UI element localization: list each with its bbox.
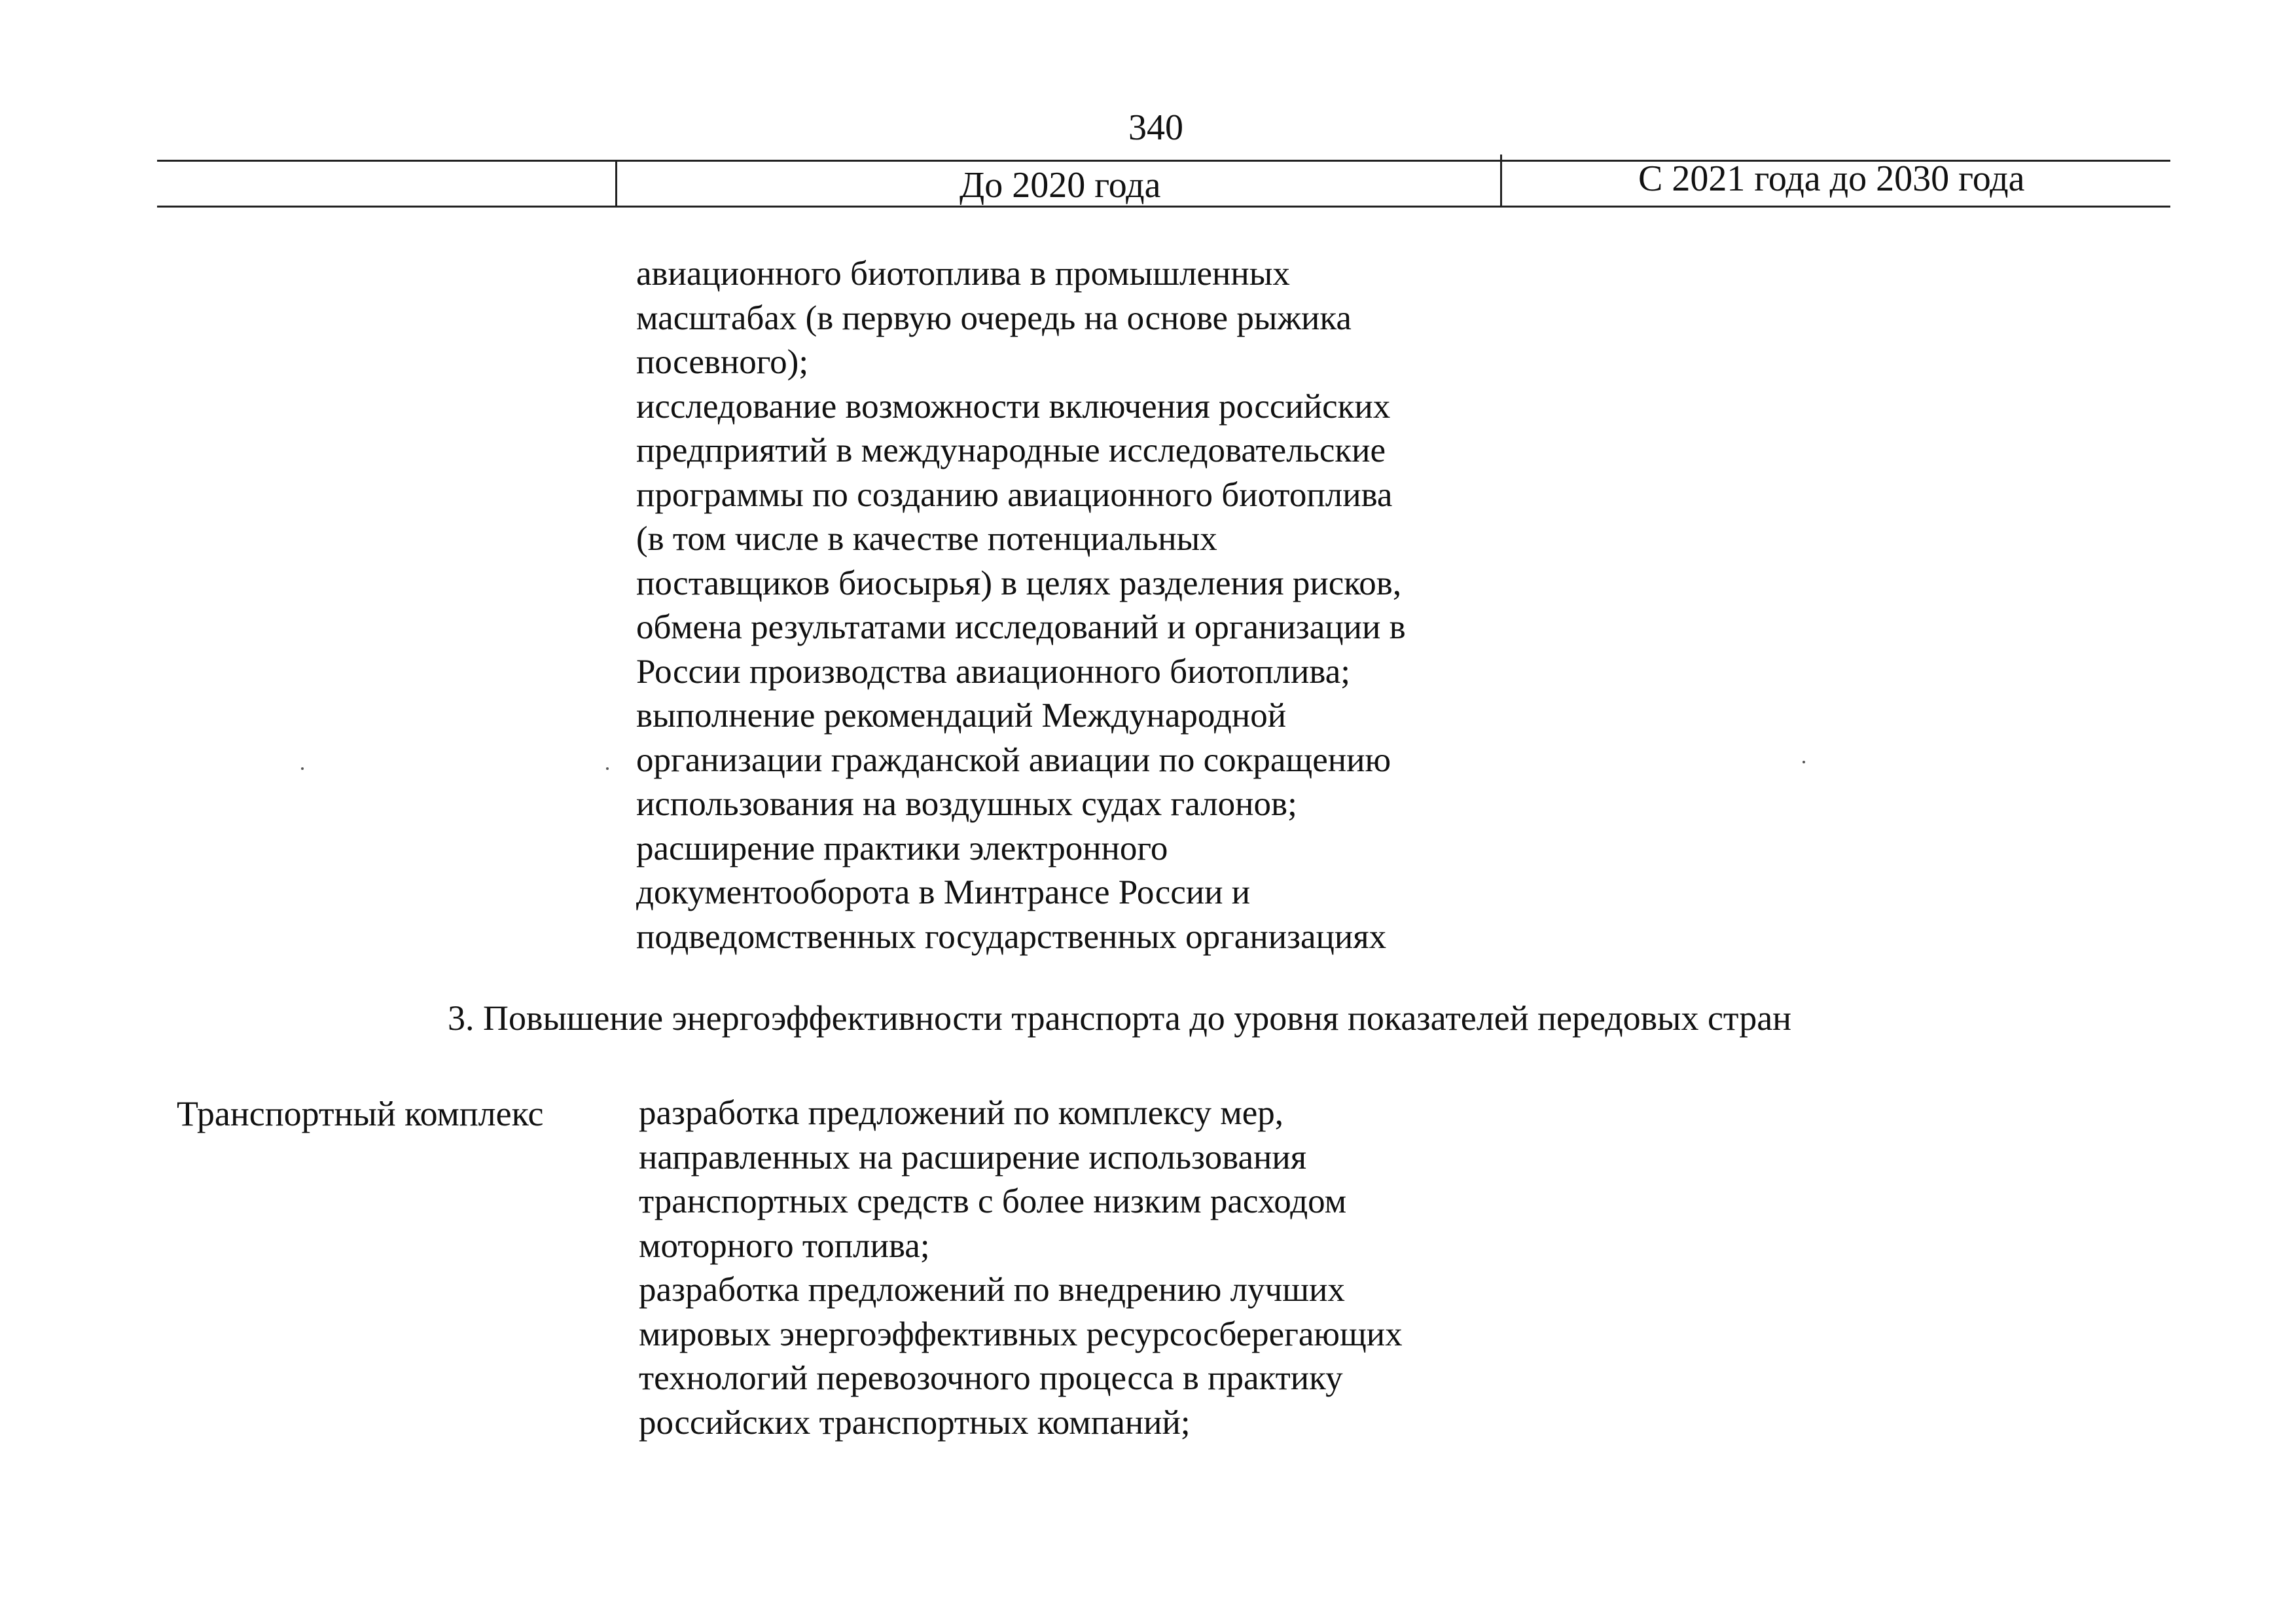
text-line: разработка предложений по комплексу мер, <box>639 1094 1284 1132</box>
page-number: 340 <box>1128 107 1183 148</box>
text-line: масштабах (в первую очередь на основе рыжика <box>636 299 1352 337</box>
transport-complex-measures-cell <box>639 1091 1403 1445</box>
text-line: поставщиков биосырья) в целях разделения рисков, <box>636 564 1402 602</box>
text-line: документооборота в Минтрансе России и <box>636 873 1251 911</box>
continued-measures-cell <box>636 252 1406 959</box>
text-line: исследование возможности включения российских <box>636 387 1391 426</box>
text-line: выполнение рекомендаций Международной <box>636 697 1287 735</box>
section-heading: 3. Повышение энергоэффективности транспорта до уровня показателей передовых стран <box>448 998 1792 1038</box>
text-line: подведомственных государственных организациях <box>636 917 1387 956</box>
text-line: технологий перевозочного процесса в практику <box>639 1359 1343 1397</box>
header-divider-1 <box>615 160 617 208</box>
text-line: российских транспортных компаний; <box>639 1403 1191 1442</box>
text-line: России производства авиационного биотоплива; <box>636 652 1350 691</box>
scan-speck <box>606 767 609 770</box>
text-line: транспортных средств с более низким расходом <box>639 1182 1347 1220</box>
header-col-2021-2030: С 2021 года до 2030 года <box>1638 158 2025 199</box>
text-line: разработка предложений по внедрению лучших <box>639 1271 1345 1309</box>
scan-speck <box>1803 761 1805 763</box>
text-line: моторного топлива; <box>639 1226 930 1265</box>
text-line: направленных на расширение использования <box>639 1138 1307 1176</box>
header-bottom-rule <box>157 206 2170 208</box>
text-line: расширение практики электронного <box>636 829 1168 867</box>
scan-speck <box>301 767 304 770</box>
header-divider-2 <box>1500 155 1502 208</box>
text-line: авиационного биотоплива в промышленных <box>636 255 1290 293</box>
text-line: программы по созданию авиационного биотоплива <box>636 475 1393 514</box>
text-line: мировых энергоэффективных ресурсосберегающих <box>639 1315 1403 1353</box>
text-line: использования на воздушных судах галонов; <box>636 785 1297 823</box>
text-line: предприятий в международные исследовательские <box>636 431 1386 469</box>
text-line: посевного); <box>636 343 809 381</box>
header-col-until-2020: До 2020 года <box>960 165 1161 206</box>
text-line: организации гражданской авиации по сокращению <box>636 740 1391 779</box>
row-label-transport-complex: Транспортный комплекс <box>177 1094 544 1133</box>
text-line: обмена результатами исследований и организации в <box>636 608 1406 646</box>
text-line: (в том числе в качестве потенциальных <box>636 520 1217 558</box>
